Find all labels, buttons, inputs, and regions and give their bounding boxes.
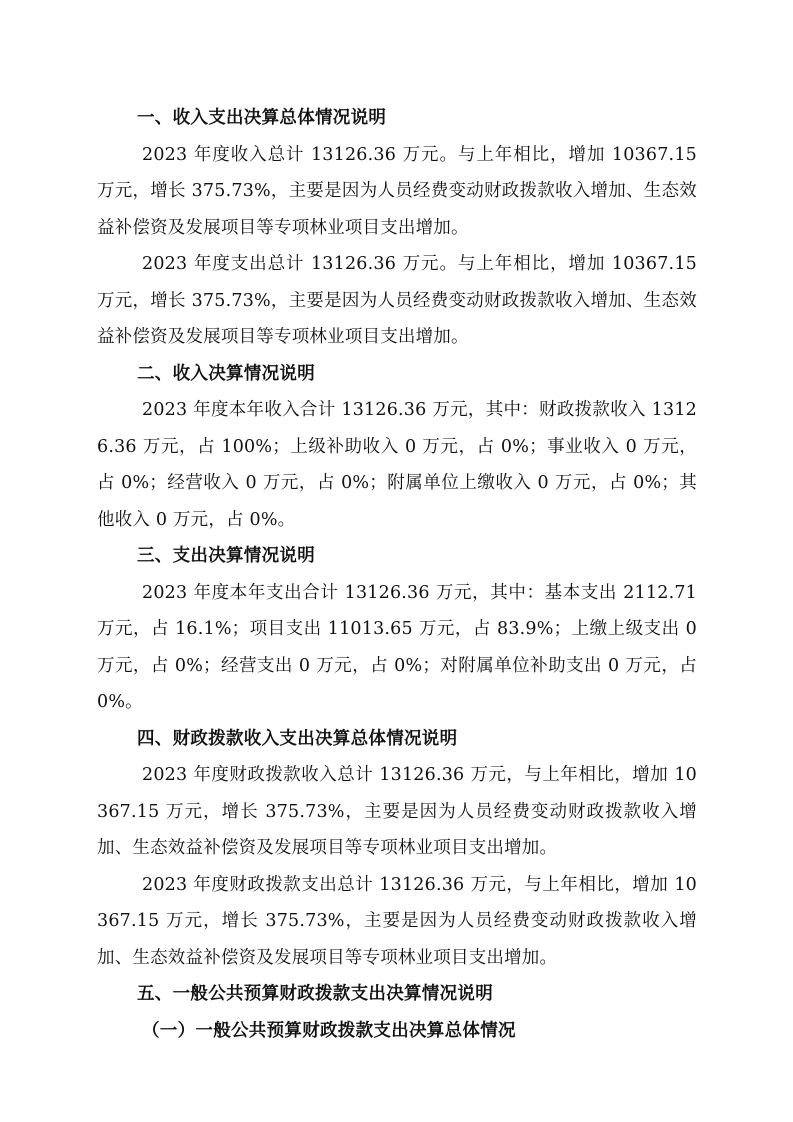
section-4-paragraph-1: 2023 年度财政拨款收入总计 13126.36 万元，与上年相比，增加 10367.15 万元，增长 375.73%，主要是因为人员经费变动财政拨款收入增加、生态效益补偿资及发展项目等专项林业项目支出增加。 — [97, 765, 697, 858]
section-2-paragraph-1: 2023 年度本年收入合计 13126.36 万元，其中：财政拨款收入 13126.36 万元，占 100%；上级补助收入 0 万元，占 0%；事业收入 0 万元，占 0%；经营收入 0 万元，占 0%；附属单位上缴收入 0 万元，占 0%；其他收入 0 万元，占 0%。 — [97, 400, 697, 530]
section-3-paragraph-1: 2023 年度本年支出合计 13126.36 万元，其中：基本支出 2112.71 万元，占 16.1%；项目支出 11013.65 万元，占 83.9%；上缴上级支出 0 万元，占 0%；经营支出 0 万元，占 0%；对附属单位补助支出 0 万元，占 0%。 — [97, 582, 697, 712]
section-2-heading: 二、收入决算情况说明 — [137, 363, 315, 384]
section-3-heading: 三、支出决算情况说明 — [137, 546, 315, 566]
section-1-paragraph-2: 2023 年度支出总计 13126.36 万元。与上年相比，增加 10367.15 万元，增长 375.73%，主要是因为人员经费变动财政拨款收入增加、生态效益补偿资及发展项目等专项林业项目支出增加。 — [97, 254, 697, 347]
section-1-paragraph-1: 2023 年度收入总计 13126.36 万元。与上年相比，增加 10367.15 万元，增长 375.73%，主要是因为人员经费变动财政拨款收入增加、生态效益补偿资及发展项目等专项林业项目支出增加。 — [97, 144, 697, 238]
document-body — [97, 100, 697, 1049]
section-4-heading: 四、财政拨款收入支出决算总体情况说明 — [137, 728, 458, 749]
section-4-paragraph-2: 2023 年度财政拨款支出总计 13126.36 万元，与上年相比，增加 10367.15 万元，增长 375.73%，主要是因为人员经费变动财政拨款收入增加、生态效益补偿资及发展项目等专项林业项目支出增加。 — [97, 874, 697, 968]
section-1-heading: 一、收入支出决算总体情况说明 — [137, 108, 387, 128]
section-5-subheading: （一）一般公共预算财政拨款支出决算总体情况 — [142, 1020, 516, 1041]
section-5-heading: 五、一般公共预算财政拨款支出决算情况说明 — [137, 984, 493, 1004]
